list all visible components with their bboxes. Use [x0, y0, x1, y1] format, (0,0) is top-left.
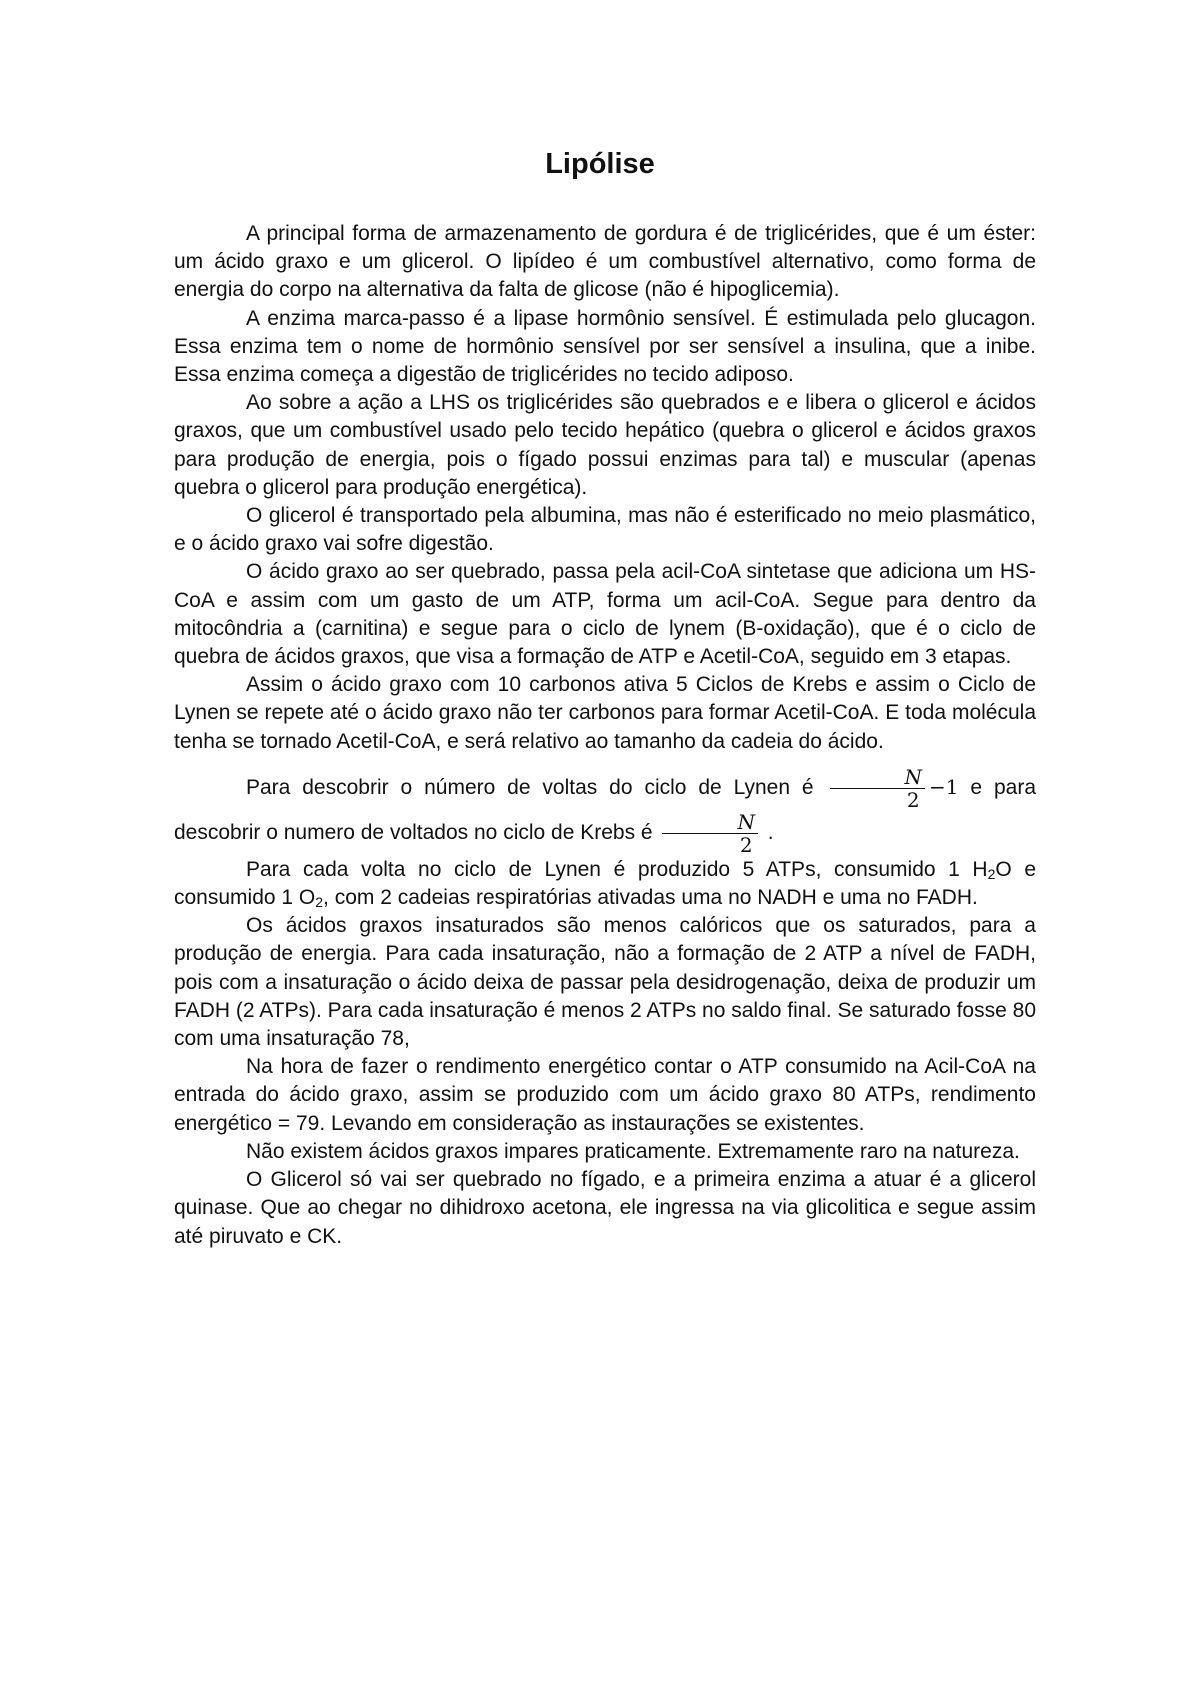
document-body	[174, 220, 1036, 1251]
paragraph: A enzima marca-passo é a lipase hormônio sensível. É estimulada pelo glucagon. Essa enzima tem o nome de hormônio sensível por ser sensível a insulina, que a inibe. Essa enzima começa a digestão de triglicérides no tecido adiposo.	[174, 306, 1036, 387]
atp-text: Para cada volta no ciclo de Lynen é produzido 5 ATPs, consumido 1 H	[246, 857, 988, 881]
fraction-denominator: 2	[662, 833, 758, 856]
formula-text: Para descobrir o número de voltas do ciclo de Lynen é	[246, 775, 814, 799]
formula-text: .	[767, 820, 774, 844]
krebs-fraction	[662, 811, 758, 856]
paragraph: A principal forma de armazenamento de gordura é de triglicérides, que é um éster: um ácido graxo e um glicerol. O lipídeo é um combustível alternativo, como forma de energia do corpo na alternativa da falta de glicose (não é hipoglicemia).	[174, 222, 1036, 302]
paragraph: Não existem ácidos graxos impares praticamente. Extremamente raro na natureza.	[246, 1139, 1020, 1163]
paragraph: Assim o ácido graxo com 10 carbonos ativa 5 Ciclos de Krebs e assim o Ciclo de Lynen se repete até o ácido graxo não ter carbonos para formar Acetil-CoA. E toda molécula tenha se tornado Acetil-CoA, e será relativo ao tamanho da cadeia do ácido.	[174, 673, 1036, 753]
paragraph: O glicerol é transportado pela albumina, mas não é esterificado no meio plasmático, e o ácido graxo vai sofre digestão.	[174, 504, 1036, 556]
page-title: Lipólise	[545, 148, 655, 180]
formula-text: e para descobrir o numero de voltados no ciclo de Krebs é	[174, 775, 1037, 844]
atp-paragraph	[174, 856, 1036, 912]
subscript: 2	[987, 865, 996, 882]
fraction-numerator: N	[904, 764, 923, 789]
fraction-suffix: −1	[929, 774, 959, 799]
subscript: 2	[315, 894, 324, 911]
formula-paragraph	[174, 766, 1036, 856]
paragraph: Os ácidos graxos insaturados são menos calóricos que os saturados, para a produção de energia. Para cada insaturação, não a formação de 2 ATP a nível de FADH, pois com a insaturação o ácido deixa de passar pela desidrogenação, deixa de produzir um FADH (2 ATPs). Para cada insaturação é menos 2 ATPs no saldo final. Se saturado fosse 80 com uma insaturação 78,	[174, 914, 1036, 1051]
paragraph: Ao sobre a ação a LHS os triglicérides são quebrados e e libera o glicerol e ácidos graxos, que um combustível usado pelo tecido hepático (quebra o glicerol e ácidos graxos para produção de energia, pois o fígado possui enzimas para tal) e muscular (apenas quebra o glicerol para produção energética).	[174, 391, 1036, 499]
lynen-fraction	[830, 766, 926, 811]
fraction-numerator: N	[737, 809, 755, 834]
atp-text: , com 2 cadeias respiratórias ativadas uma no NADH e uma no FADH.	[323, 886, 978, 910]
paragraph: O ácido graxo ao ser quebrado, passa pela acil-CoA sintetase que adiciona um HS-CoA e assim com um gasto de um ATP, forma um acil-CoA. Segue para dentro da mitocôndria a (carnitina) e segue para o ciclo de lynem (B-oxidação), que é o ciclo de quebra de ácidos graxos, que visa a formação de ATP e Acetil-CoA, seguido em 3 etapas.	[174, 560, 1036, 669]
atp-text: O e consumido 1 O	[174, 857, 1036, 910]
fraction-denominator: 2	[830, 788, 926, 811]
paragraph: O Glicerol só vai ser quebrado no fígado, e a primeira enzima a atuar é a glicerol quinase. Que ao chegar no dihidroxo acetona, ele ingressa na via glicolitica e segue assim até piruvato e CK.	[174, 1168, 1036, 1248]
paragraph: Na hora de fazer o rendimento energético contar o ATP consumido na Acil-CoA na entrada do ácido graxo, assim se produzido com um ácido graxo 80 ATPs, rendimento energético = 79. Levando em consideração as instaurações se existentes.	[174, 1055, 1036, 1135]
